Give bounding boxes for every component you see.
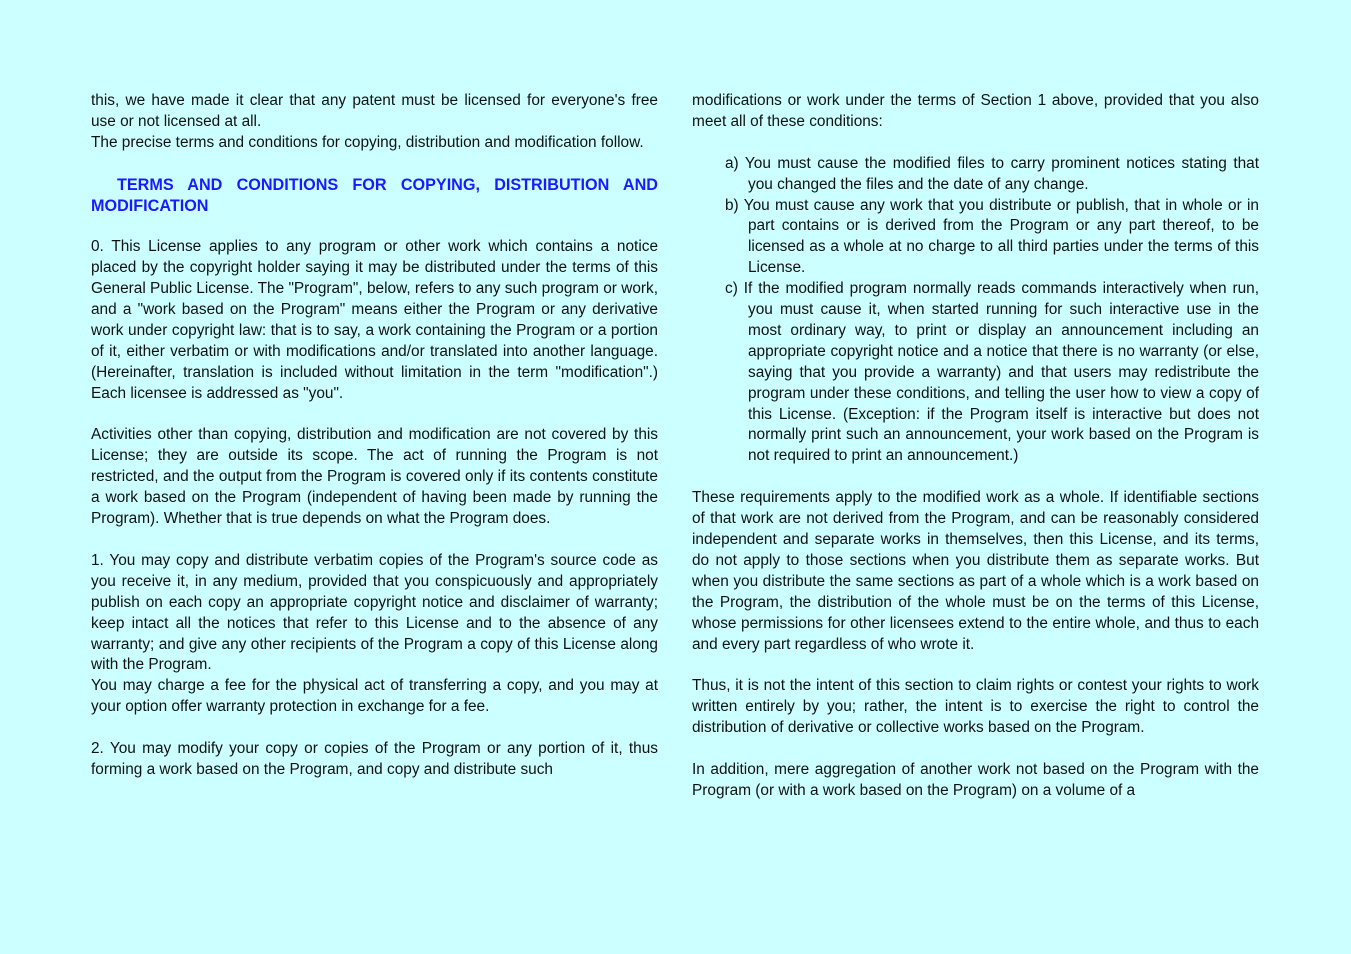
paragraph-section-2: 2. You may modify your copy or copies of the Program or any portion of it, thus forming a work based on the Program, and copy and distribute such bbox=[91, 740, 658, 778]
paragraph-intent: Thus, it is not the intent of this section to claim rights or contest your rights to work written entirely by you; rather, the intent is to exercise the right to control the distribution of derivative or collective works based on the Program. bbox=[692, 677, 1259, 737]
spacer bbox=[692, 467, 1259, 488]
right-column bbox=[692, 91, 1259, 802]
conditions-list bbox=[692, 154, 1259, 468]
spacer bbox=[91, 154, 658, 175]
spacer bbox=[692, 655, 1259, 676]
paragraph-requirements: These requirements apply to the modified work as a whole. If identifiable sections of that work are not derived from the Program, and can be reasonably considered independent and separate works in themselves, then this License, and its terms, do not apply to those sections when you distribute them as separate works. But when you distribute the same sections as part of a whole which is a work based on the Program, the distribution of the whole must be on the terms of this License, whose permissions for other licensees extend to the entire whole, and thus to each and every part regardless of who wrote it. bbox=[692, 489, 1259, 653]
paragraph-section-1: 1. You may copy and distribute verbatim copies of the Program's source code as you receive it, in any medium, provided that you conspicuously and appropriately publish on each copy an appropriate copyright notice and disclaimer of warranty; keep intact all the notices that refer to this License and to the absence of any warranty; and give any other recipients of the Program a copy of this License along with the Program. bbox=[91, 551, 658, 674]
list-item: a) You must cause the modified files to carry prominent notices stating that you changed the files and the date of any change. bbox=[725, 154, 1259, 193]
paragraph-section-0: 0. This License applies to any program or other work which contains a notice placed by the copyright holder saying it may be distributed under the terms of this General Public License. The "Program", below, refers to any such program or work, and a "work based on the Program" means either the Program or any derivative work under copyright law: that is to say, a work containing the Program or a portion of it, either verbatim or with modifications and/or translated into another language. (Hereinafter, translation is included without limitation in the term "modification".) Each licensee is addressed as "you". bbox=[91, 238, 658, 402]
paragraph-aggregation: In addition, mere aggregation of another work not based on the Program with the Program (or with a work based on the Program) on a volume of a bbox=[692, 760, 1259, 799]
paragraph-activities: Activities other than copying, distribution and modification are not covered by this License; they are outside its scope. The act of running the Program is not restricted, and the output from the Program is covered only if its contents constitute a work based on the Program (independent of having been made by running the Program). Whether that is true depends on what the Program does. bbox=[91, 426, 658, 528]
paragraph-fee: You may charge a fee for the physical act of transferring a copy, and you may at your option offer warranty protection in exchange for a fee. bbox=[91, 677, 658, 716]
paragraph-patent-intro: this, we have made it clear that any patent must be licensed for everyone's free use or not licensed at all. bbox=[91, 92, 658, 130]
spacer bbox=[692, 739, 1259, 760]
paragraph-terms-follow: The precise terms and conditions for copying, distribution and modification follow. bbox=[91, 133, 644, 151]
spacer bbox=[91, 405, 658, 426]
list-item: b) You must cause any work that you distribute or publish, that in whole or in part contains or is derived from the Program or any part thereof, to be licensed as a whole at no charge to all third parties under the terms of this License. bbox=[725, 196, 1259, 277]
spacer bbox=[91, 718, 658, 739]
spacer bbox=[91, 216, 658, 237]
left-column bbox=[91, 91, 658, 781]
paragraph-conditions-intro: modifications or work under the terms of Section 1 above, provided that you also meet all of these conditions: bbox=[692, 92, 1259, 130]
section-heading: TERMS AND CONDITIONS FOR COPYING, DISTRIBUTION AND MODIFICATION bbox=[91, 175, 658, 215]
list-item: c) If the modified program normally reads commands interactively when run, you must cause it, when started running for such interactive use in the most ordinary way, to print or display an announcement including an appropriate copyright notice and a notice that there is no warranty (or else, saying that you provide a warranty) and that users may redistribute the program under these conditions, and telling the user how to view a copy of this License. (Exception: if the Program itself is interactive but does not normally print such an announcement, your work based on the Program is not required to print an announcement.) bbox=[725, 280, 1259, 465]
spacer bbox=[692, 133, 1259, 154]
spacer bbox=[91, 530, 658, 551]
